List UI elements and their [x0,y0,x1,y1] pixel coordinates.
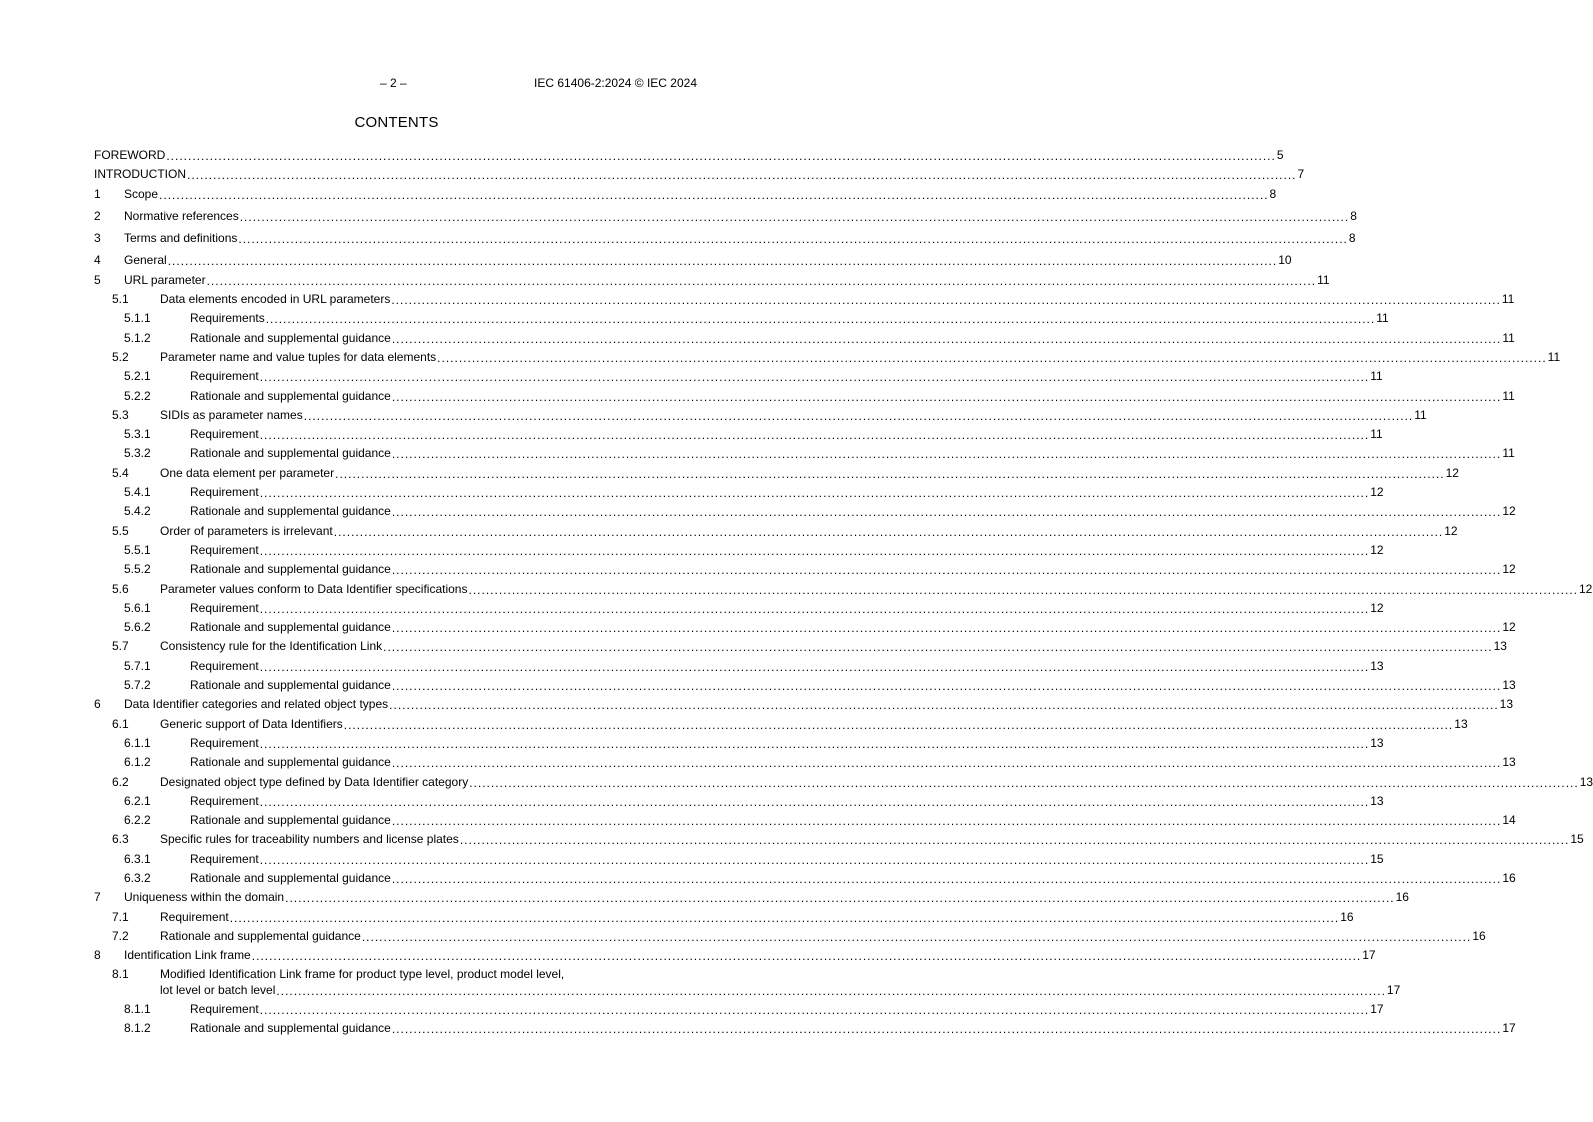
toc-entry[interactable] [94,309,1389,328]
toc-entry-page: 13 [1502,755,1516,770]
toc-dot-leader [392,561,1502,575]
toc-entry-page: 13 [1499,697,1514,712]
toc-entry-page: 15 [1370,851,1384,866]
toc-dot-leader [276,983,1386,997]
toc-entry-number: 5.1 [112,292,129,307]
toc-dot-leader [392,812,1502,826]
toc-entry-page: 13 [1370,735,1384,750]
toc-entry[interactable] [94,425,1383,444]
toc-entry-page: 8 [1269,186,1277,201]
toc-entry-title: Order of parameters is irrelevant [160,523,333,538]
toc-entry[interactable] [94,965,1401,999]
toc-entry-title: Requirement [190,658,259,673]
toc-dot-leader [392,619,1502,633]
toc-entry-title: Requirement [190,369,259,384]
toc-entry-title: Data Identifier categories and related object types [124,697,389,712]
toc-entry-title: INTRODUCTION [94,167,186,182]
toc-entry-number: 6.1.1 [124,735,151,750]
toc-entry-title: Rationale and supplemental guidance [190,388,391,403]
toc-dot-leader [392,503,1502,517]
toc-dot-leader [230,909,1340,923]
toc-entry-number: 6 [94,697,101,712]
toc-dot-leader [334,523,1444,537]
toc-entry-number: 6.2 [112,774,129,789]
toc-entry[interactable] [94,290,1515,309]
toc-entry[interactable] [94,387,1515,406]
toc-entry-title: Rationale and supplemental guidance [190,620,391,635]
toc-entry-title: Rationale and supplemental guidance [190,1021,391,1036]
toc-dot-leader [260,735,1370,749]
toc-dot-leader [260,1001,1370,1015]
toc-entry[interactable] [94,207,1357,226]
toc-entry-page: 11 [1317,272,1330,287]
page-title: CONTENTS [354,114,439,131]
toc-entry-title: Requirement [190,600,259,615]
toc-dot-leader [392,754,1502,768]
toc-entry-page: 17 [1362,948,1376,963]
toc-dot-leader [344,716,1454,730]
toc-entry[interactable] [94,695,1514,714]
toc-entry[interactable] [94,502,1516,521]
toc-entry-number: 6.3.2 [124,870,151,885]
toc-entry[interactable] [94,185,1277,204]
toc-entry-title: Requirement [190,427,259,442]
toc-entry-page: 11 [1547,349,1561,364]
toc-dot-leader [159,186,1269,200]
toc-entry-page: 13 [1454,716,1468,731]
toc-entry-number: 5.5 [112,523,129,538]
toc-entry-number: 6.1.2 [124,755,151,770]
toc-entry-title: Data elements encoded in URL parameters [160,292,391,307]
toc-entry-number: 6.3.1 [124,851,151,866]
toc-entry-title: Rationale and supplemental guidance [190,504,391,519]
toc-entry-title: General [124,253,167,268]
toc-dot-leader [260,542,1370,556]
toc-dot-leader [240,208,1350,222]
toc-dot-leader [391,291,1501,305]
toc-entry-number: 5.1.1 [124,311,151,326]
toc-entry-page: 17 [1386,982,1401,997]
toc-entry-title: Generic support of Data Identifiers [160,716,343,731]
toc-entry-title: URL parameter [124,272,206,287]
toc-dot-leader [252,947,1362,961]
toc-entry-number: 5.3 [112,407,129,422]
toc-entry[interactable] [94,753,1516,772]
toc-dot-leader [260,368,1370,382]
toc-entry-number: 6.2.1 [124,793,151,808]
toc-dot-leader [266,310,1376,324]
toc-entry-number: 5.4.1 [124,485,151,500]
toc-entry-page: 11 [1501,292,1515,307]
toc-entry[interactable] [94,522,1458,541]
toc-entry-page: 11 [1376,311,1389,326]
toc-entry-title: Consistency rule for the Identification Link [160,639,383,654]
toc-dot-leader [260,851,1370,865]
toc-entry-page: 16 [1472,928,1486,943]
toc-entry-page: 12 [1578,581,1593,596]
toc-entry-number: 4 [94,253,101,268]
toc-entry-page: 14 [1502,813,1516,828]
toc-entry-title: FOREWORD [94,148,166,162]
toc-entry-number: 1 [94,186,101,201]
toc-entry-title: Parameter values conform to Data Identifier specifications [160,581,468,596]
toc-dot-leader [260,426,1370,440]
toc-entry[interactable] [94,329,1515,348]
toc-entry[interactable] [94,599,1384,618]
toc-entry-page: 8 [1348,231,1356,246]
toc-dot-leader [362,928,1472,942]
toc-entry-number: 5.2 [112,349,129,364]
toc-entry-number: 5.6.1 [124,600,151,615]
toc-dot-leader [389,696,1499,710]
toc-dot-leader [187,166,1297,180]
toc-dot-leader [304,407,1414,421]
toc-entry-title: Rationale and supplemental guidance [190,562,391,577]
toc-dot-leader [383,638,1493,652]
toc-entry-page: 11 [1414,407,1427,422]
toc-entry[interactable] [94,483,1384,502]
toc-entry-page: 11 [1502,446,1515,461]
toc-entry-title: Requirement [190,735,259,750]
toc-entry-title: Requirement [160,909,229,924]
toc-entry-number: 5.4.2 [124,504,151,519]
toc-entry[interactable] [94,888,1409,907]
toc-dot-leader [285,889,1395,903]
toc-entry-number: 8.1 [112,967,129,982]
toc-entry-title: Requirement [190,485,259,500]
toc-entry-title: Requirement [190,851,259,866]
toc-entry-number: 5.6 [112,581,129,596]
toc-entry-title-continued: lot level or batch level [160,982,276,997]
toc-entry-title: Rationale and supplemental guidance [190,446,391,461]
toc-entry-number: 3 [94,231,101,246]
toc-entry-number: 5.5.1 [124,542,151,557]
toc-entry[interactable] [94,927,1486,946]
toc-entry[interactable] [94,444,1515,463]
toc-entry-number: 2 [94,208,101,223]
toc-entry-page: 12 [1370,485,1384,500]
toc-dot-leader [260,793,1370,807]
toc-entry-number: 5.1.2 [124,330,151,345]
toc-dot-leader [469,774,1579,788]
toc-entry-title: SIDIs as parameter names [160,407,303,422]
toc-entry[interactable] [94,618,1516,637]
toc-entry-page: 15 [1570,832,1584,847]
toc-entry-number: 5.3.2 [124,446,151,461]
toc-entry-title: Requirements [190,311,265,326]
toc-entry[interactable] [94,271,1330,290]
toc-dot-leader [260,658,1370,672]
toc-entry[interactable] [94,850,1384,869]
toc-entry-page: 12 [1370,542,1384,557]
toc-dot-leader [166,147,1276,161]
toc-entry-title: Rationale and supplemental guidance [190,330,391,345]
toc-entry-title: Requirement [190,1001,259,1016]
toc-entry-page: 13 [1370,793,1384,808]
toc-entry-number: 5.2.2 [124,388,151,403]
toc-entry-number: 5.5.2 [124,562,151,577]
toc-entry-number: 6.2.2 [124,813,151,828]
toc-entry-number: 6.1 [112,716,129,731]
toc-entry[interactable] [94,165,1305,184]
toc-dot-leader [335,465,1445,479]
toc-entry-page: 12 [1444,523,1458,538]
toc-entry-page: 13 [1370,658,1384,673]
toc-entry-title: One data element per parameter [160,465,335,480]
toc-entry[interactable] [94,580,1593,599]
toc-entry-title: Rationale and supplemental guidance [190,813,391,828]
toc-entry-number: 8 [94,948,101,963]
toc-entry-title: Rationale and supplemental guidance [190,678,391,693]
toc-entry-page: 12 [1370,600,1384,615]
toc-entry-number: 7.1 [112,909,129,924]
toc-entry-page: 13 [1579,774,1593,789]
toc-entry-number: 5.6.2 [124,620,151,635]
toc-entry-number: 5.3.1 [124,427,151,442]
toc-entry[interactable] [94,1000,1384,1019]
toc-entry-page: 10 [1278,253,1292,268]
toc-entry-page: 13 [1502,678,1516,693]
toc-entry[interactable] [94,367,1383,386]
toc-entry-page: 12 [1502,504,1516,519]
toc-entry-title: Scope [124,186,159,201]
toc-entry[interactable] [94,406,1427,425]
toc-entry[interactable] [94,251,1292,270]
toc-entry-number: 6.3 [112,832,129,847]
toc-entry-number: 5.7 [112,639,129,654]
toc-entry[interactable] [94,811,1516,830]
toc-entry-title: Specific rules for traceability numbers and license plates [160,832,459,847]
toc-entry-number: 5.7.2 [124,678,151,693]
toc-entry-title: Parameter name and value tuples for data elements [160,349,437,364]
toc-entry[interactable] [94,946,1376,965]
toc-entry-page: 12 [1502,562,1516,577]
toc-entry[interactable] [94,560,1516,579]
toc-entry[interactable] [94,715,1468,734]
toc-dot-leader [392,330,1502,344]
toc-entry[interactable] [94,908,1354,927]
toc-dot-leader [392,445,1502,459]
toc-entry-page: 11 [1370,427,1383,442]
toc-entry-title: Terms and definitions [124,231,238,246]
standard-reference: IEC 61406-2:2024 © IEC 2024 [534,76,697,90]
toc-dot-leader [168,252,1278,266]
toc-entry-title: Identification Link frame [124,948,251,963]
toc-dot-leader [392,388,1502,402]
toc-entry-page: 12 [1445,465,1459,480]
toc-entry[interactable] [94,348,1561,367]
toc-entry-number: 5.7.1 [124,658,151,673]
toc-entry[interactable] [94,734,1384,753]
toc-entry-title: Modified Identification Link frame for product type level, product model level, [160,967,565,982]
toc-entry-page: 7 [1297,167,1305,182]
toc-dot-leader [468,581,1578,595]
toc-entry-title: Uniqueness within the domain [124,890,285,905]
toc-entry-number: 5.2.1 [124,369,151,384]
toc-entry-page: 5 [1276,148,1284,162]
toc-dot-leader [437,349,1547,363]
toc-entry-page: 11 [1370,369,1383,384]
toc-entry[interactable] [94,869,1516,888]
toc-dot-leader [392,1020,1502,1034]
toc-entry-number: 8.1.2 [124,1021,151,1036]
toc-entry-title: Rationale and supplemental guidance [190,755,391,770]
toc-dot-leader [207,272,1317,286]
page-number: – 2 – [380,76,407,90]
toc-entry-page: 17 [1370,1001,1384,1016]
toc-dot-leader [260,484,1370,498]
toc-entry-number: 5.4 [112,465,129,480]
toc-entry[interactable] [94,773,1593,792]
toc-entry-page: 16 [1395,890,1409,905]
toc-entry-page: 11 [1502,388,1515,403]
toc-dot-leader [392,677,1502,691]
toc-entry-title: Requirement [190,542,259,557]
toc-entry[interactable] [94,657,1384,676]
toc-entry-page: 17 [1502,1021,1516,1036]
toc-entry[interactable] [94,146,1284,165]
toc-dot-leader [260,600,1370,614]
toc-entry[interactable] [94,676,1516,695]
toc-entry-number: 7.2 [112,928,129,943]
toc-entry-title: Designated object type defined by Data Identifier category [160,774,469,789]
toc-entry[interactable] [94,637,1507,656]
toc-entry-number: 7 [94,890,101,905]
toc-entry-number: 5 [94,272,101,287]
toc-entry[interactable] [94,1019,1516,1038]
toc-entry-page: 8 [1350,208,1357,223]
toc-dot-leader [460,831,1570,845]
toc-entry[interactable] [94,464,1459,483]
toc-entry-title: Normative references [124,208,239,223]
toc-entry-page: 11 [1502,330,1515,345]
toc-entry-page: 12 [1502,620,1516,635]
table-of-contents [94,146,1593,1038]
toc-entry[interactable] [94,229,1356,248]
toc-entry[interactable] [94,830,1584,849]
toc-entry[interactable] [94,792,1384,811]
toc-entry-number: 8.1.1 [124,1001,151,1016]
toc-entry-title: Rationale and supplemental guidance [190,870,391,885]
toc-dot-leader [238,230,1348,244]
toc-entry-page: 16 [1340,909,1354,924]
toc-entry[interactable] [94,541,1384,560]
toc-dot-leader [392,870,1502,884]
toc-entry-page: 16 [1502,870,1516,885]
toc-entry-title: Rationale and supplemental guidance [160,928,361,943]
toc-entry-title: Requirement [190,793,259,808]
toc-entry-page: 13 [1493,639,1507,654]
